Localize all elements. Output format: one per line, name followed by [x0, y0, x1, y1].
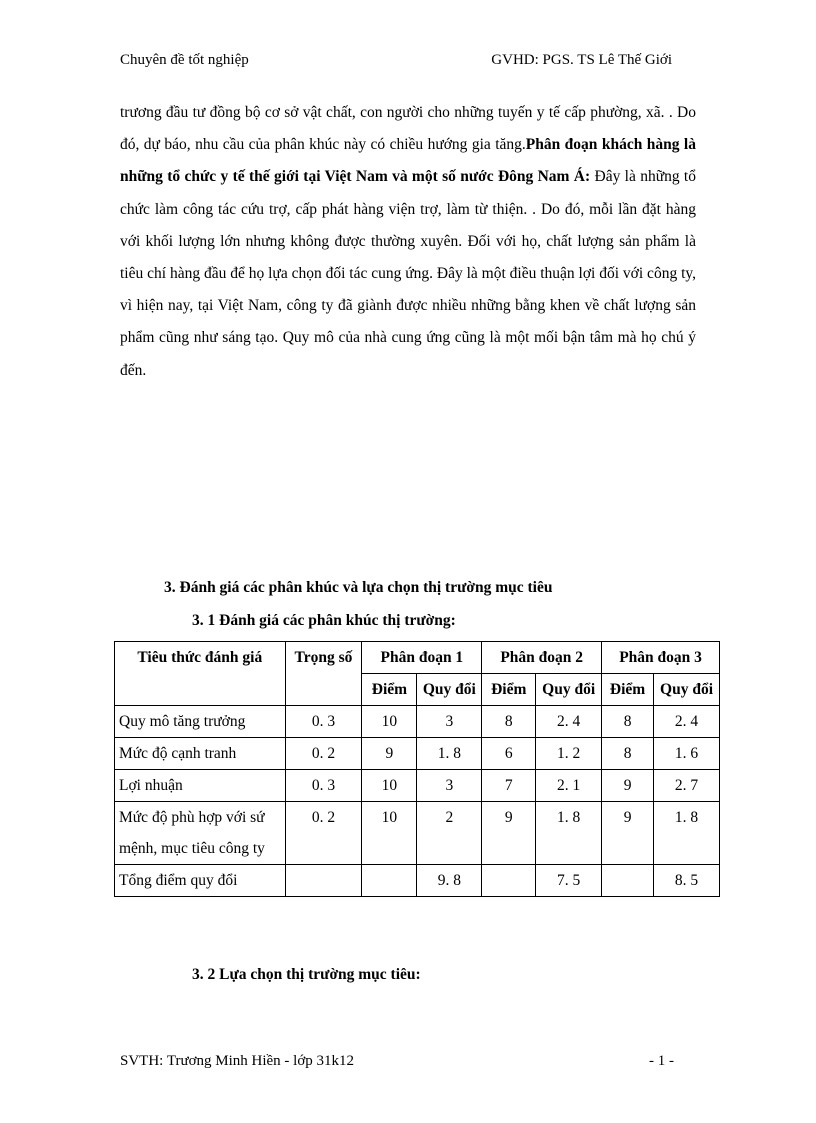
row-conv-2: 1. 2: [536, 738, 602, 770]
row-score-1: 10: [362, 770, 417, 802]
table-row: [115, 770, 720, 802]
subsection-heading-1: 3. 1 Đánh giá các phân khúc thị trường:: [192, 612, 456, 629]
row-score-3: 8: [602, 706, 654, 738]
total-label: Tổng điểm quy đổi: [115, 865, 286, 897]
row-weight: 0. 3: [285, 770, 362, 802]
paragraph-text-2: Đây là những tổ chức làm công tác cứu trợ, cấp phát hàng viện trợ, làm từ thiện. . Do đó, mỗi lần đặt hàng với khối lượng lớn nhưng không được thường xuyên. Đối với họ, chất lượng sản phẩm là tiêu chí hàng đầu để họ lựa chọn đối tác cung ứng. Đây là một điều thuận lợi đối với công ty, vì hiện nay, tại Việt Nam, công ty đã giành được nhiều những bằng khen về chất lượng sản phẩm cũng như sáng tạo. Quy mô của nhà cung ứng cũng là một mối bận tâm mà họ chú ý đến.: [120, 168, 696, 379]
header-criteria: Tiêu thức đánh giá: [115, 642, 286, 706]
row-criteria: Lợi nhuận: [115, 770, 286, 802]
row-score-1: 10: [362, 802, 417, 865]
row-criteria: Mức độ phù hợp với sứ mệnh, mục tiêu công ty: [115, 802, 286, 865]
header-weight: Trọng số: [285, 642, 362, 706]
row-conv-1: 3: [417, 706, 482, 738]
header-segment-2: Phân đoạn 2: [482, 642, 602, 674]
header-score-2: Điểm: [482, 674, 536, 706]
table-row: [115, 738, 720, 770]
row-criteria: Mức độ cạnh tranh: [115, 738, 286, 770]
row-score-3: 8: [602, 738, 654, 770]
subsection-heading-2: 3. 2 Lựa chọn thị trường mục tiêu:: [192, 966, 421, 983]
total-conv-3: 8. 5: [654, 865, 720, 897]
row-conv-1: 3: [417, 770, 482, 802]
row-conv-2: 2. 4: [536, 706, 602, 738]
row-conv-1: 2: [417, 802, 482, 865]
row-conv-3: 2. 4: [654, 706, 720, 738]
table-row: [115, 802, 720, 865]
row-conv-2: 2. 1: [536, 770, 602, 802]
row-weight: 0. 3: [285, 706, 362, 738]
body-paragraph: [120, 97, 696, 387]
row-score-3: 9: [602, 802, 654, 865]
paragraph-bold-text: Phân đoạn khách hàng là những tổ chức y tế thế giới tại Việt Nam và một số nước Đông Nam Á:: [120, 136, 696, 186]
row-score-1: 9: [362, 738, 417, 770]
total-score-1: [362, 865, 417, 897]
row-score-2: 8: [482, 706, 536, 738]
page-header: [120, 52, 672, 69]
row-score-3: 9: [602, 770, 654, 802]
header-conv-3: Quy đổi: [654, 674, 720, 706]
footer-student: SVTH: Trương Minh Hiền - lớp 31k12: [120, 1053, 355, 1069]
row-weight: 0. 2: [285, 738, 362, 770]
paragraph-text-1: trương đầu tư đồng bộ cơ sở vật chất, con người cho những tuyến y tế cấp phường, xã. . Do đó, dự báo, nhu cầu của phân khúc này có chiều hướng gia tăng.: [120, 104, 696, 154]
total-conv-1: 9. 8: [417, 865, 482, 897]
header-score-1: Điểm: [362, 674, 417, 706]
segment-evaluation-table: [114, 641, 720, 897]
table-total-row: [115, 865, 720, 897]
header-conv-1: Quy đổi: [417, 674, 482, 706]
total-score-2: [482, 865, 536, 897]
table-row: [115, 706, 720, 738]
header-conv-2: Quy đổi: [536, 674, 602, 706]
page-number: - 1 -: [649, 1053, 674, 1069]
row-score-2: 9: [482, 802, 536, 865]
header-score-3: Điểm: [602, 674, 654, 706]
header-segment-3: Phân đoạn 3: [602, 642, 720, 674]
page-footer: [120, 1053, 674, 1070]
total-conv-2: 7. 5: [536, 865, 602, 897]
row-conv-3: 1. 6: [654, 738, 720, 770]
row-criteria: Quy mô tăng trưởng: [115, 706, 286, 738]
table-header-row: [115, 642, 720, 674]
total-score-3: [602, 865, 654, 897]
section-heading: 3. Đánh giá các phân khúc và lựa chọn thị trường mục tiêu: [164, 579, 553, 596]
header-advisor: GVHD: PGS. TS Lê Thế Giới: [491, 52, 672, 68]
row-weight: 0. 2: [285, 802, 362, 865]
row-conv-1: 1. 8: [417, 738, 482, 770]
row-conv-2: 1. 8: [536, 802, 602, 865]
row-conv-3: 1. 8: [654, 802, 720, 865]
row-score-1: 10: [362, 706, 417, 738]
row-score-2: 7: [482, 770, 536, 802]
header-segment-1: Phân đoạn 1: [362, 642, 482, 674]
header-title: Chuyên đề tốt nghiệp: [120, 52, 249, 68]
row-conv-3: 2. 7: [654, 770, 720, 802]
row-score-2: 6: [482, 738, 536, 770]
total-weight: [285, 865, 362, 897]
